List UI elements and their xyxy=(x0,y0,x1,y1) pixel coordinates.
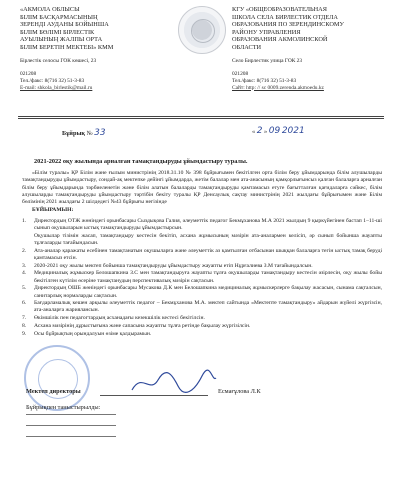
list-item: 8. Асхана мәзірінің дұрыстығына және сапасына жауапты тұлға ретінде бақылау жүргізілсін. xyxy=(22,322,251,329)
postcode-ru: 021208 xyxy=(232,70,249,77)
list-item: 4. Медициналық жұмыскер Белошапкина З.С мен тамақтандыруға жауапты тұлға оқушыларды тамақтандыру кестесін әзірлесін, оқу жылы бойы бекітілген күтілім өсеріне тамақтанудың перспективалық мәзірін сақтасын. xyxy=(22,270,382,284)
director-label: Мектеп директоры xyxy=(26,388,81,395)
intro-paragraph: «Білім туралы» ҚР Білім және ғылым министрінің 2018.31.10 № 398 бұйрығымен бекітілген орта білім беру ұйымдарында білім алушыларды тамақтандыруды ұйымдастыру, сондай-ақ мектепке дейінгі ұйымдарда, жетім балалар мен ата-анасының қамқорлығынсыз қалған балаларға арналған білім беру ұйымдарында тәрбиеленетін және білім алатын балаларды тамақтандыруды қамтамасыз етуге бағытталған қағидаларға сәйкес, білім алушыларды тамақтандыруды ұйымдастыру тәртібін бекіту туралы ҚР Денсаулық сақтау министрінің 2021 жылдағы бұйрығымен және Білім бөлімінің 2021 жылдағы 2 шілдедегі №43 бұйрығы негізінде xyxy=(22,170,382,206)
org-name-kz-line-1: «АКМОЛА ОБЛЫСЫ xyxy=(20,6,80,13)
state-emblem-icon xyxy=(178,6,226,54)
phone-ru: Тел./факс: 8(716 32) 51-3-83 xyxy=(232,77,297,84)
org-name-kz-line-3: ЗЕРЕНДІ АУДАНЫ БОЙЫНША xyxy=(20,21,109,29)
list-item: 7. Өкімшілік пен педагогтардың асханадағы кезекшілік кестесі бекітілсін. xyxy=(22,315,205,322)
header-left xyxy=(20,6,170,92)
org-name-ru-line-6: ОБЛАСТИ xyxy=(232,43,262,51)
header-right xyxy=(232,6,392,92)
org-name-ru-line-2: ШКОЛА СЕЛА БИРЛЕСТИК ОТДЕЛА xyxy=(232,13,338,21)
org-name-ru-line-4: РАЙОНУ УПРАВЛЕНИЯ xyxy=(232,28,301,36)
org-name-ru-line-1: КГУ «ОБЩЕОБРАЗОВАТЕЛЬНАЯ xyxy=(232,6,327,13)
list-item: 2. Ата-аналар қаражаты есебінен тамақтанатын оқушыларға және әлеуметтік аз қамтылған отбасынан шыққан балаларға тегін ыстық тамақ беруді қамтамасыз етсін. xyxy=(22,247,382,262)
order-number-prefix: № xyxy=(86,130,93,137)
org-name-ru-line-3: ОБРАЗОВАНИЯ ПО ЗЕРЕНДИНСКОМУ xyxy=(232,21,344,29)
header-divider-thin xyxy=(18,118,384,119)
org-name-ru-line-5: ОБРАЗОВАНИЯ АКМОЛИНСКОЙ xyxy=(232,36,328,44)
postcode-kz: 021208 xyxy=(20,70,37,77)
order-number: 33 xyxy=(94,128,106,138)
date-month: 09 xyxy=(268,126,281,136)
list-item: Оқушылар тізімін жасап, тамақтандыру кестесін бекітіп, асхана жұмысының мәзірін ата-аналармен келісіп, әр сынып бойынша жауапты тұлғаларды тағайындасын. xyxy=(34,232,382,247)
list-item: 5. Директордың ОШБ жөніндегі орынбасары Мусакова Д.К мен Белошапкина медициналық жұмыскерлерге бақылау жасасын, сынама сақталсын, санитарлық нормаларды сақтасын. xyxy=(22,285,382,299)
org-name-kz-line-5: АУЫЛЫНЫҢ ЖАЛПЫ ОРТА xyxy=(20,36,103,44)
director-signature-icon xyxy=(128,368,218,398)
ack-signature-lines xyxy=(26,414,116,447)
header-divider xyxy=(18,116,384,117)
order-label: Бұйрық xyxy=(62,130,85,137)
list-item: 9. Осы бұйрықтың орындалуын өзіме қалдырамын. xyxy=(22,330,152,337)
signature-line xyxy=(100,395,208,396)
date-day: 2 xyxy=(256,126,263,136)
address-ru: Село Бирлестик улица ГОК 23 xyxy=(232,57,303,64)
list-item: 3. 2020-2021 оқу жылы мектеп бойынша тамақтандыруды ұйымдастыру жауапты етіп Нұрғалиева З.М тағайындалсын. xyxy=(22,262,313,269)
order-date xyxy=(252,126,305,136)
ack-label: Бұйрықпен таныстырылды: xyxy=(26,404,101,411)
date-quote-open: « xyxy=(252,128,256,135)
email-link[interactable]: E-mail: shkola_birlestik@mail.ru xyxy=(20,84,93,91)
director-name: Есмағұлова Л.К xyxy=(218,388,261,395)
order-number-line xyxy=(62,128,106,138)
document-title: 2021-2022 оқу жылында арналған тамақтандыруды ұйымдастыру туралы. xyxy=(34,158,248,165)
address-kz: Бірлестік селосы ГОК көшесі, 23 xyxy=(20,57,97,64)
order-items xyxy=(22,218,382,338)
list-item: 6. Бағдарламалық кешен арқылы әлеуметтік педагог – Бекмұханова М.А. мектеп сайтында «Мектепте тамақтандыру» айдарын жүйелі жүргізсін, ата-аналарға жариялансын. xyxy=(22,300,382,314)
date-year: 2021 xyxy=(281,126,305,136)
phone-kz: Тел./факс: 8(716 32) 51-3-83 xyxy=(20,77,85,84)
org-name-kz-line-2: БІЛІМ БАСҚАРМАСЫНЫҢ xyxy=(20,13,98,21)
website-link[interactable]: Сайт: http: // sc 0009.zerenda.akmoedu.kz xyxy=(232,84,324,91)
school-stamp-icon xyxy=(24,345,90,411)
org-name-kz-line-4: БІЛІМ БӨЛІМІ БІРЛЕСТІК xyxy=(20,28,95,36)
document-intro xyxy=(22,170,382,216)
intro-command: БҰЙЫРАМЫН: xyxy=(32,207,74,214)
list-item: 1. Директордың ОТЖ жөніндегі орынбасары Сыздықова Галия, әлеуметтік педагог Бекмұханова М.А 2021 жылдың 9 қыркүйегінен бастап 1–11-ші сынып оқушыларын ыстық тамақтандыруды ұйымдастырсын. xyxy=(22,218,382,232)
org-name-kz-line-6: БІЛІМ БЕРЕТІН МЕКТЕБІ» КММ xyxy=(20,43,114,51)
date-sep: » xyxy=(264,128,268,135)
